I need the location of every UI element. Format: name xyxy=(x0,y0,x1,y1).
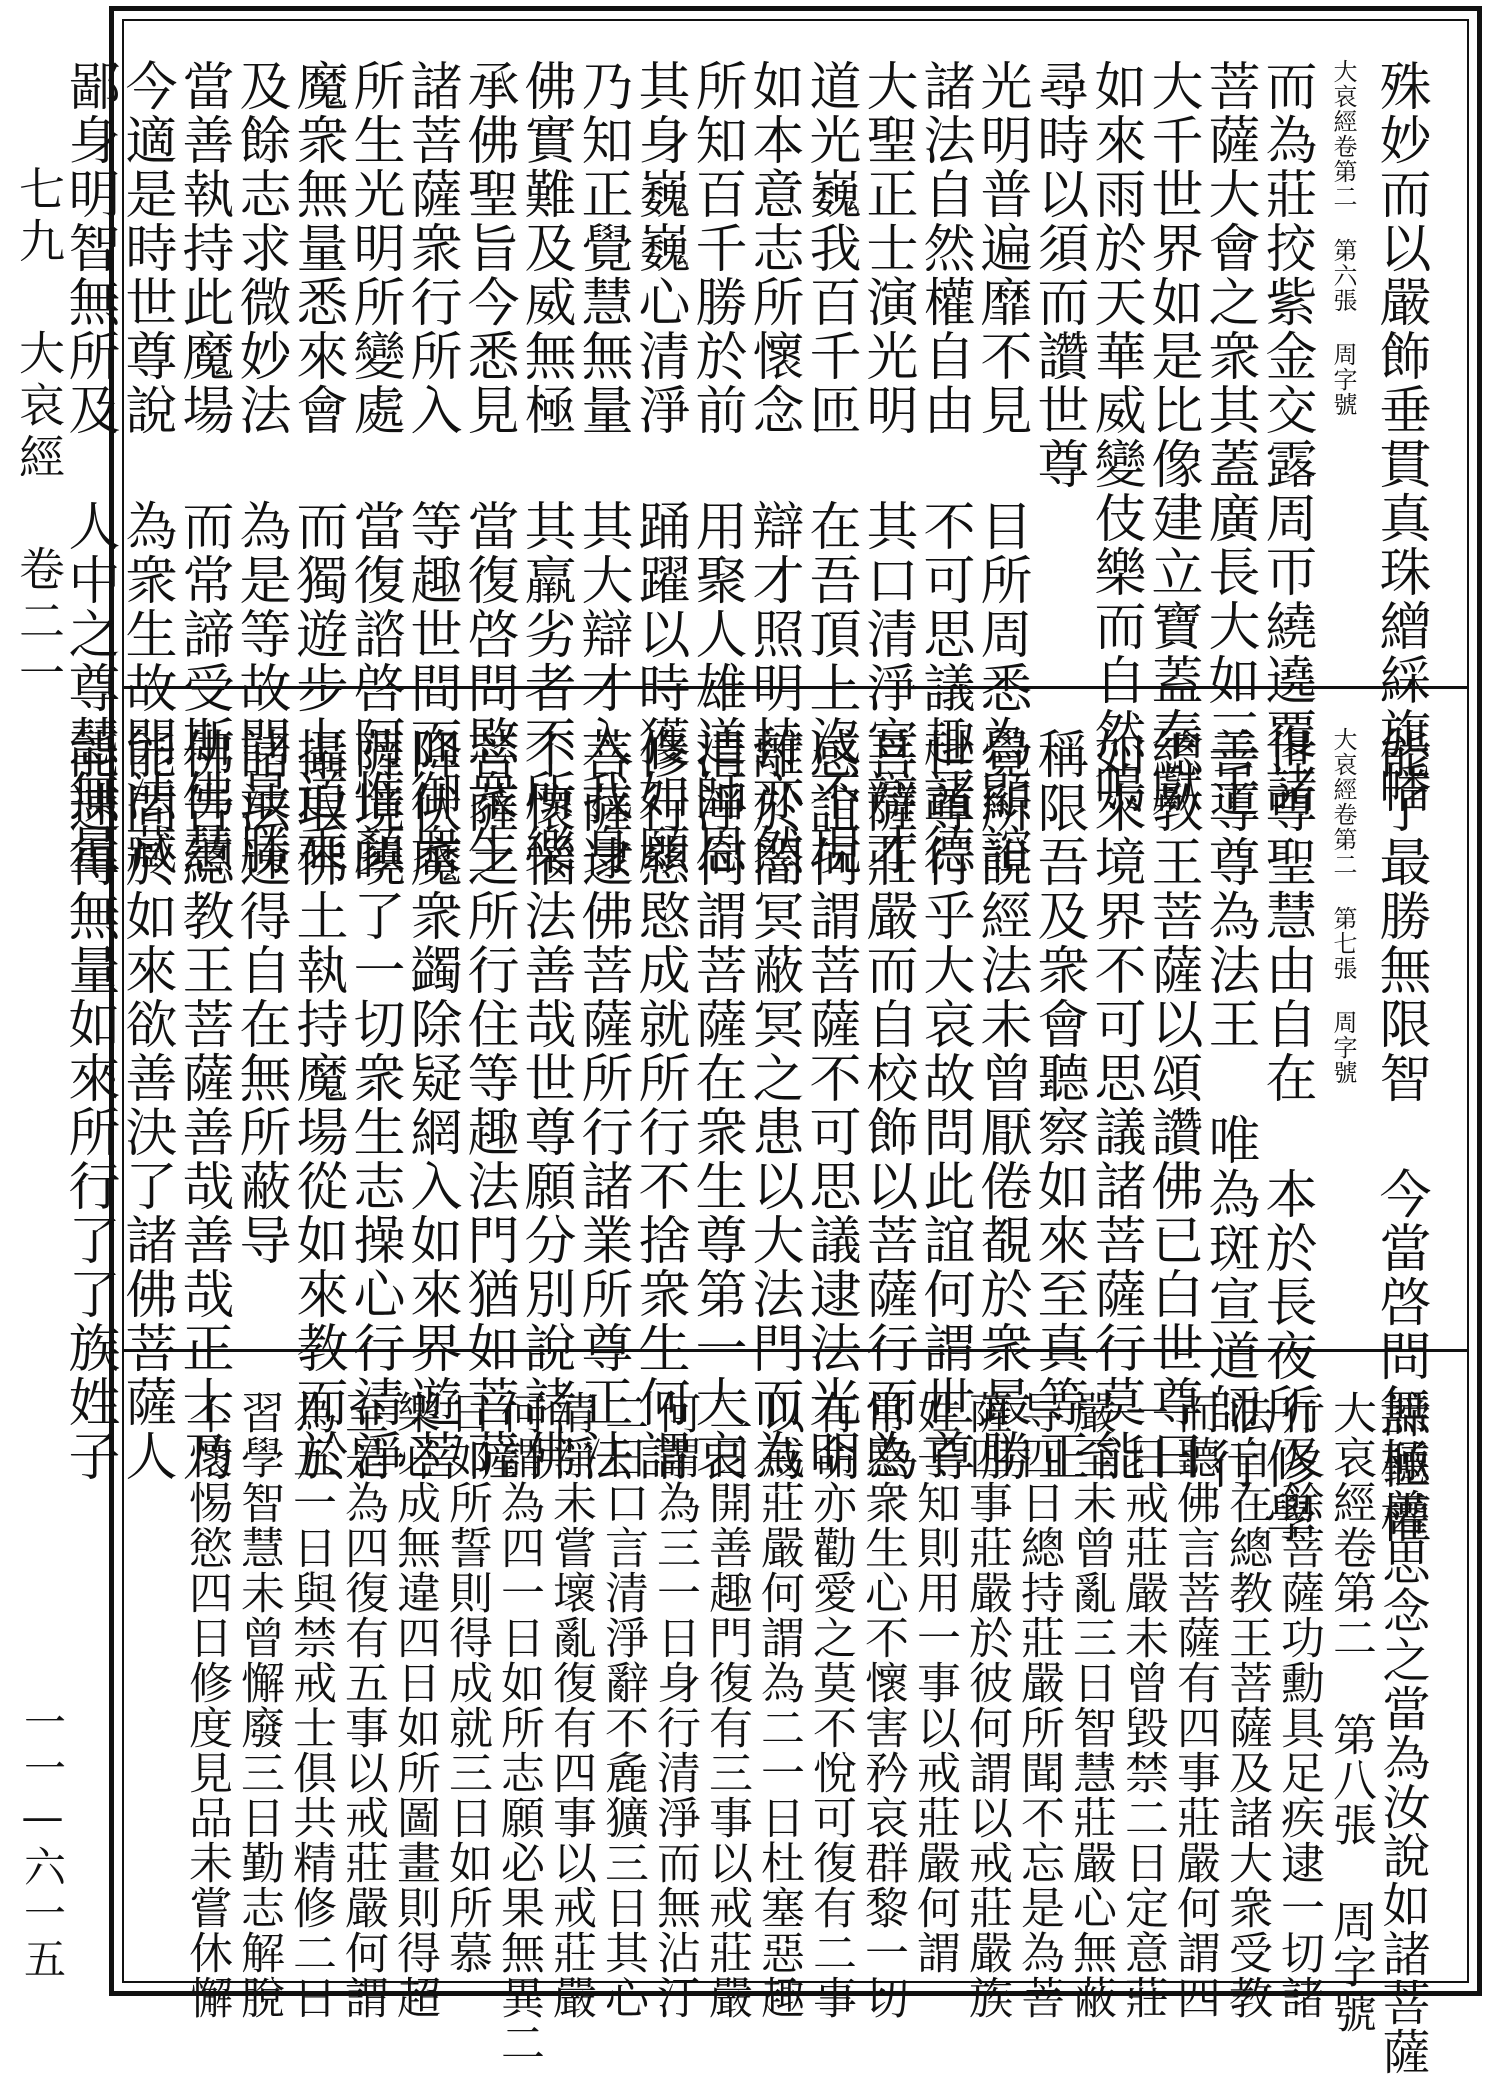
volume-title: 七九 大哀經 卷二一 xyxy=(12,165,66,701)
text-column: 習學智慧未曾懈廢三日勤志解脫 xyxy=(233,1390,284,2020)
text-column: 二日口言清淨辭不麁獷三日其心 xyxy=(597,1390,648,2020)
text-column: 能速得無量如來所行了了族姓子 xyxy=(59,727,119,1483)
text-column: 諸法速得自在無所蔽导 xyxy=(230,727,290,1267)
text-column: 何謂為四一日如所志願必果無異二 xyxy=(493,1390,544,2065)
text-column: 尋時以須而讚世尊 xyxy=(1028,59,1088,491)
text-column: 離於闇冥蔽冥之患以大法門而為 xyxy=(743,727,803,1483)
text-column: 諸菩薩衆行所入 等趣世間而御衆 xyxy=(401,59,461,877)
text-column: 清淨未嘗壞亂復有四事以戒莊嚴 xyxy=(545,1390,596,2020)
text-columns xyxy=(59,727,1430,1545)
text-column: 降伏魔衆蠲除疑網入如來界遊菩 xyxy=(401,727,461,1483)
page-number: 一一—六一五 xyxy=(18,1700,67,1983)
text-column: 佛實難及威無極 其羸劣者不所樂 xyxy=(515,59,575,877)
text-column: 樂必成無違四日如所圖畫則得超 xyxy=(389,1390,440,2020)
text-column: 姓子知則用一事以戒莊嚴何謂一 xyxy=(909,1390,960,2020)
text-column: 薩四事莊嚴於彼何謂以戒莊嚴族 xyxy=(961,1390,1012,2020)
text-column: 有命亦勸愛之莫不悅可復有二事 xyxy=(805,1390,856,2020)
text-column: 大聖正士演光明 其口清淨宣辯才 xyxy=(857,59,917,877)
text-column: 世尊行乎大哀故問此誼何謂世尊 xyxy=(914,727,974,1483)
panel-header: 大哀經卷第二 第七張 周字號 xyxy=(1329,727,1357,1085)
text-column: 佛告總教王菩薩善哉善哉正士乃 xyxy=(173,727,233,1483)
text-column: 菩薩逮佛菩薩所行諸業所尊正法 xyxy=(572,727,632,1483)
text-column: 所生光明所變處 當復諮啓阿惟顏 xyxy=(344,59,404,877)
text-column: 感誼何謂菩薩不可思議逮法光明 xyxy=(800,727,860,1483)
text-column: 常愍衆生心不懷害矜哀群黎一切 xyxy=(857,1390,908,2020)
text-columns xyxy=(59,59,1430,877)
text-column: 能了最勝無限智 今當啓問無極權 xyxy=(1370,727,1430,1545)
text-column: 大千世界如是比像建立寶蓋奉獻 xyxy=(1142,59,1202,815)
text-columns xyxy=(164,1390,1430,2076)
text-column: 而為莊挍紫金交露周帀繞遶覆諸 xyxy=(1256,59,1316,815)
text-column: 殊妙而以嚴飾垂貫真珠繒綵旗幡 xyxy=(1370,59,1430,815)
text-column: 导四日總持莊嚴所聞不忘是為菩 xyxy=(1013,1390,1064,2020)
frame-inner-border xyxy=(59,19,1469,2076)
text-column: 清淨何謂菩薩在衆生尊第一大哀 xyxy=(686,727,746,1483)
text-column: 攝取佛土執持魔場從如來教而於 xyxy=(287,727,347,1483)
text-column: 如本意志所懷念 辯才照明持亦然 xyxy=(743,59,803,877)
text-column: 所知百千勝於前 用聚人雄道師恩 xyxy=(686,59,746,877)
text-column: 以戒莊嚴何謂為二一日杜塞惡趣 xyxy=(753,1390,804,2020)
text-column: 乃知正覺慧無量 其大辯才入我身 xyxy=(572,59,632,877)
text-column: 二日開善趣門復有三事以戒莊嚴 xyxy=(701,1390,752,2020)
text-column: 修行慈愍成就所行不捨衆生何謂 xyxy=(629,727,689,1483)
text-column: 薩境曉了一切衆生志操心行清淨 xyxy=(344,727,404,1483)
text-column: 鄙身明智無所及 人中之尊慧無量 xyxy=(59,59,119,877)
text-column: 不懷惱法善哉世尊願分別說諸佛 xyxy=(515,727,575,1483)
text-column: 一日戒莊嚴未曾毀禁二日定意莊 xyxy=(1117,1390,1168,2020)
text-column: 覺所說經法未曾厭倦覩於衆最勝 xyxy=(971,727,1031,1483)
text-column: 今適是時世尊說 為衆生故開法藏 xyxy=(116,59,176,877)
text-column: 何謂為三一日身行清淨而無沾汙 xyxy=(649,1390,700,2020)
panel-bottom xyxy=(124,1352,1467,2076)
text-column: 諦聽善思念之當為汝說如諸菩薩 xyxy=(1374,1390,1430,2076)
text-column: 而聽佛言菩薩有四事莊嚴何謂四 xyxy=(1169,1390,1220,2020)
text-column: 承佛聖旨今悉見 當復啓問愍衆生 xyxy=(458,59,518,877)
text-column: 不懷惕慾四日修度見品未嘗休懈 xyxy=(181,1390,232,2020)
panel-top xyxy=(59,21,1467,877)
page-frame xyxy=(59,6,1482,2076)
panel-header: 大哀經卷第二 第六張 周字號 xyxy=(1329,59,1357,417)
panel-middle xyxy=(59,689,1467,1545)
text-column: 善導尊為法王 唯為斑宣道師行 xyxy=(1199,727,1259,1491)
text-column: 當善執持此魔場 而常諦受斯佛慧 xyxy=(173,59,233,877)
text-column: 行及餘菩薩功勳具足疾逮一切諸 xyxy=(1273,1390,1324,2020)
text-column: 菩薩之所行住等趣法門猶如菩薩 xyxy=(458,727,518,1483)
text-column: 法自在總教王菩薩及諸大衆受教 xyxy=(1221,1390,1272,2020)
text-column: 如來境界不可思議諸菩薩行莫能 xyxy=(1085,727,1145,1483)
text-column: 日如所誓則得成就三日如所慕 xyxy=(441,1390,492,1975)
text-column: 魔衆無量悉來會 而獨遊步上道乘 xyxy=(287,59,347,877)
text-column: 菩薩大會之衆其蓋廣長大如三千 xyxy=(1199,59,1259,815)
text-column: 及餘志求微妙法 為是等故問最勝 xyxy=(230,59,290,877)
text-column: 為五一日與禁戒士俱共精修二日 xyxy=(285,1390,336,2020)
text-column: 諸法自然權自由 不可思議趣諸德 xyxy=(914,59,974,877)
text-column: 嚴至未曾亂三日智慧莊嚴心無蔽 xyxy=(1065,1390,1116,2020)
text-column: 稱限吾及衆會聽察如來至真等正 xyxy=(1028,727,1088,1483)
panel-header: 大哀經卷第二 第八張 周字號 xyxy=(1325,1390,1376,2034)
text-column: 至是為四復有五事以戒莊嚴何謂 xyxy=(337,1390,388,2020)
text-column: 世尊聖慧由自在 本於長夜所修學 xyxy=(1256,727,1316,1545)
text-column: 道光巍我百千匝 在吾頂上沒不現 xyxy=(800,59,860,877)
text-column: 菩薩莊嚴而自校飾以菩薩行而為 xyxy=(857,727,917,1483)
text-column: 如來雨於天華威變伎樂而自然鳴 xyxy=(1085,59,1145,815)
text-column: 總教王菩薩以頌讚佛已白世尊曰 xyxy=(1142,727,1202,1483)
text-column: 能問於如來欲善決了諸佛菩薩人 xyxy=(116,727,176,1483)
text-column: 光明普遍靡不見 目所周悉為顯誼 xyxy=(971,59,1031,877)
text-column: 其身巍巍心清淨 踊躍以時獲如願 xyxy=(629,59,689,877)
